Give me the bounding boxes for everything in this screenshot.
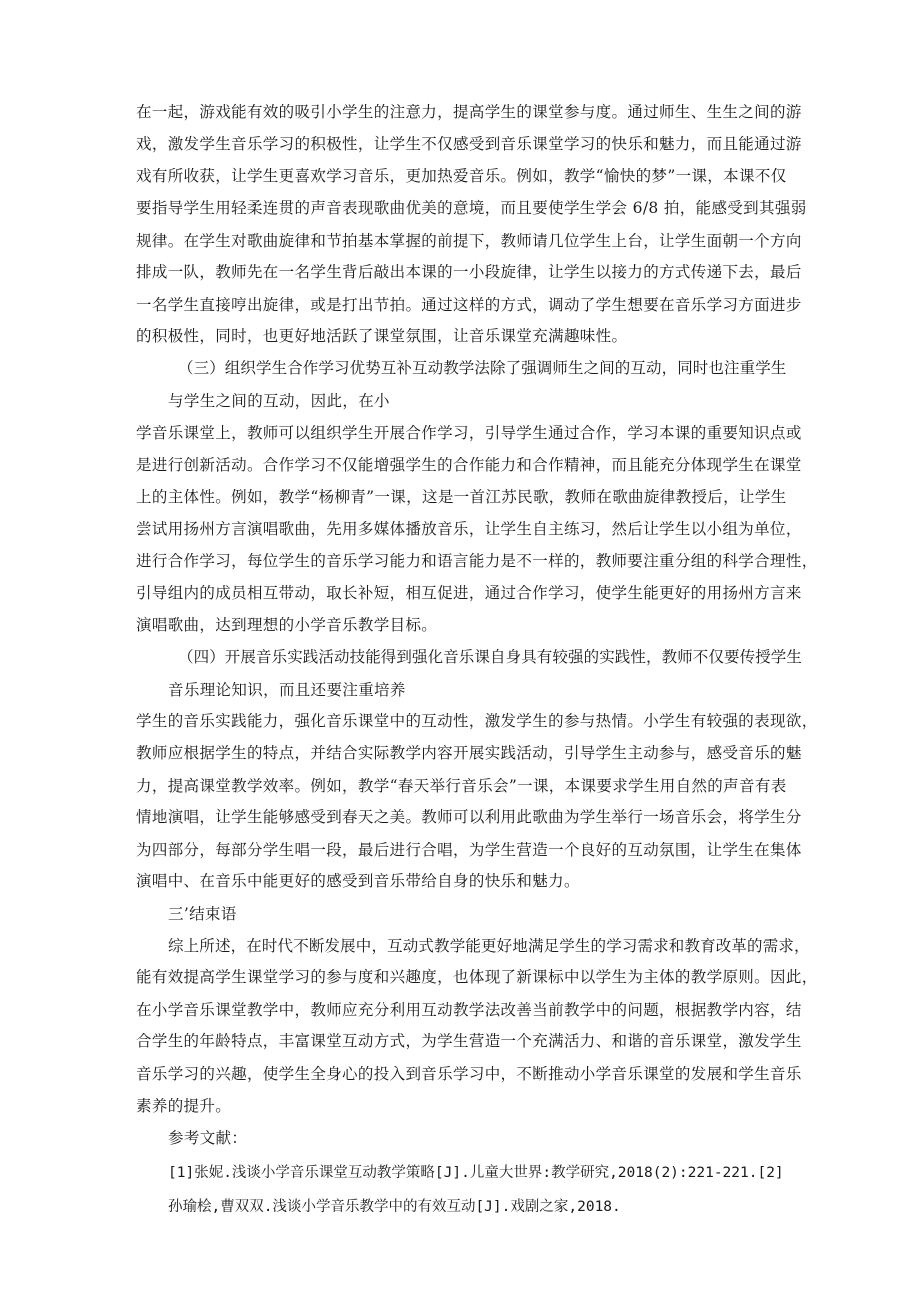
paragraph-line: 能有效提高学生课堂学习的参与度和兴趣度，也体现了新课标中以学生为主体的教学原则。因此， <box>136 968 818 986</box>
paragraph-line: 演唱歌曲，达到理想的小学音乐教学目标。 <box>136 616 438 634</box>
paragraph-line: 的积极性，同时，也更好地活跃了课堂氛围，让音乐课堂充满趣味性。 <box>136 327 628 345</box>
reference-entry: 孙瑜桧,曹双双.浅谈小学音乐教学中的有效互动[J].戏剧之家,2018. <box>168 1199 621 1215</box>
section-heading: 与学生之间的互动，因此，在小 <box>168 392 390 410</box>
paragraph-line: 学生的音乐实践能力，强化音乐课堂中的互动性，激发学生的参与热情。小学生有较强的表现欲， <box>136 712 818 730</box>
paragraph-line: 引导组内的成员相互带动，取长补短，相互促进，通过合作学习，使学生能更好的用扬州方言来 <box>136 584 802 602</box>
paragraph-line: 要指导学生用轻柔连贯的声音表现歌曲优美的意境，而且要使学生学会 6/8 拍，能感受到其强弱 <box>136 199 807 217</box>
section-heading: （四）开展音乐实践活动技能得到强化音乐课自身具有较强的实践性，教师不仅要传授学生 <box>178 648 803 666</box>
paragraph-line: 进行合作学习，每位学生的音乐学习能力和语言能力是不一样的，教师要注重分组的科学合理性， <box>136 552 818 570</box>
reference-entry: [1]张妮.浅谈小学音乐课堂互动教学策略[J].儿童大世界:教学研究,2018(2):221-221.[2] <box>168 1165 784 1181</box>
paragraph-line: 尝试用扬州方言演唱歌曲，先用多媒体播放音乐，让学生自主练习，然后让学生以小组为单位， <box>136 520 802 538</box>
paragraph-line: 在小学音乐课堂教学中，教师应充分利用互动教学法改善当前教学中的问题，根据教学内容，结 <box>136 1001 802 1019</box>
paragraph-line: 上的主体性。例如，教学“杨柳青”一课，这是一首江苏民歌，教师在歌曲旋律教授后，让学生 <box>136 488 787 506</box>
paragraph-line: 教师应根据学生的特点，并结合实际教学内容开展实践活动，引导学生主动参与，感受音乐的魅 <box>136 744 802 762</box>
paragraph-line: 力，提高课堂教学效率。例如，教学“春天举行音乐会”一课，本课要求学生用自然的声音有表 <box>136 777 787 795</box>
section-heading: （三）组织学生合作学习优势互补互动教学法除了强调师生之间的互动，同时也注重学生 <box>178 359 787 377</box>
paragraph-line: 合学生的年龄特点，丰富课堂互动方式，为学生营造一个充满活力、和谐的音乐课堂，激发学生 <box>136 1032 802 1050</box>
paragraph-line: 在一起，游戏能有效的吸引小学生的注意力，提高学生的课堂参与度。通过师生、生生之间的游 <box>136 103 802 121</box>
paragraph-line: 是进行创新活动。合作学习不仅能增强学生的合作能力和合作精神，而且能充分体现学生在课堂 <box>136 456 802 474</box>
paragraph-line: 音乐学习的兴趣，使学生全身心的投入到音乐学习中，不断推动小学音乐课堂的发展和学生音乐 <box>136 1065 802 1083</box>
paragraph-line: 规律。在学生对歌曲旋律和节拍基本掌握的前提下，教师请几位学生上台，让学生面朝一个方向 <box>136 232 802 250</box>
paragraph-line: 一名学生直接哼出旋律，或是打出节拍。通过这样的方式，调动了学生想要在音乐学习方面进步 <box>136 296 802 314</box>
paragraph-line: 学音乐课堂上，教师可以组织学生开展合作学习，引导学生通过合作，学习本课的重要知识点或 <box>136 424 802 442</box>
paragraph-line: 为四部分，每部分学生唱一段，最后进行合唱，为学生营造一个良好的互动氛围，让学生在集体 <box>136 841 802 859</box>
references-heading: 参考文献： <box>168 1129 248 1147</box>
paragraph-line: 戏，激发学生音乐学习的积极性，让学生不仅感受到音乐课堂学习的快乐和魅力，而且能通过游 <box>136 135 802 153</box>
paragraph-line: 演唱中、在音乐中能更好的感受到音乐带给自身的快乐和魅力。 <box>136 872 580 890</box>
paragraph-line: 综上所述，在时代不断发展中，互动式教学能更好地满足学生的学习需求和教育改革的需求， <box>168 937 810 955</box>
paragraph-line: 情地演唱，让学生能够感受到春天之美。教师可以利用此歌曲为学生举行一场音乐会，将学生分 <box>136 808 802 826</box>
paragraph-line: 戏有所收获，让学生更喜欢学习音乐，更加热爱音乐。例如，教学“愉快的梦”一课，本课不仅 <box>136 167 787 185</box>
section-heading: 音乐理论知识，而且还要注重培养 <box>168 681 406 699</box>
paragraph-line: 排成一队，教师先在一名学生背后敲出本课的一小段旋律，让学生以接力的方式传递下去，最后 <box>136 263 802 281</box>
conclusion-heading: 三’结束语 <box>168 905 237 923</box>
paragraph-line: 素养的提升。 <box>136 1097 232 1115</box>
